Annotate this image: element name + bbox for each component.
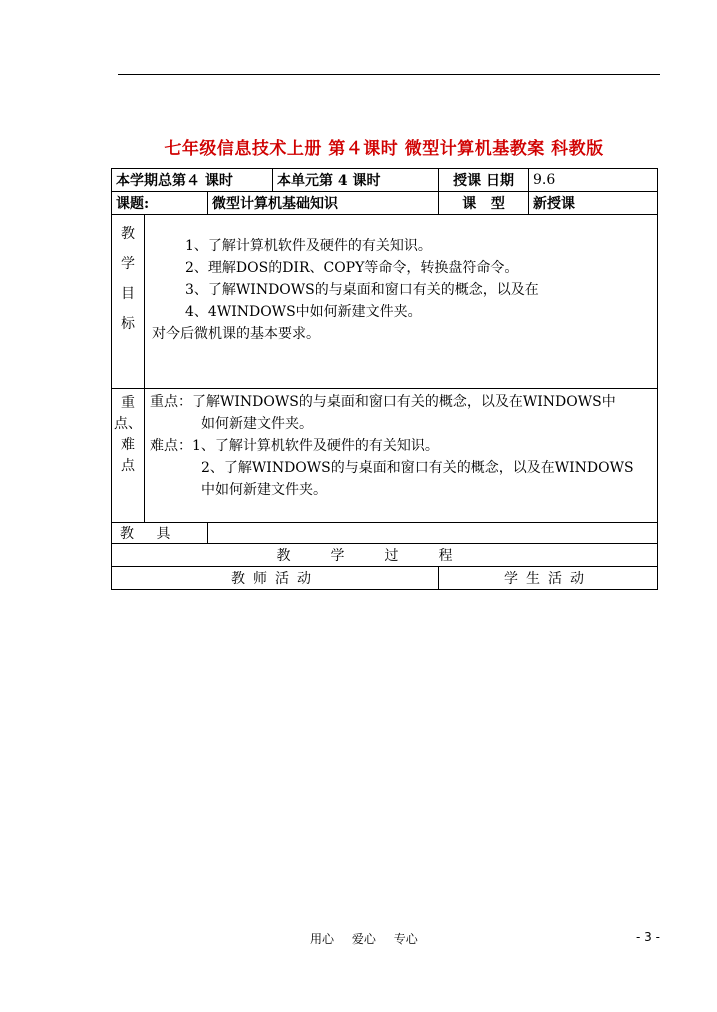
lesson-type-value-cell: 新授课: [529, 192, 658, 215]
objectives-label: [112, 215, 145, 389]
key-point-line: 2、了解WINDOWS的与桌面和窗口有关的概念，以及在WINDOWS: [201, 460, 634, 476]
page-footer: [310, 930, 428, 947]
page-number: - 3 -: [636, 930, 660, 944]
objectives-label-char: 学: [121, 256, 135, 272]
activity-header-row: [112, 567, 658, 590]
header-row: [112, 169, 658, 192]
objectives-label-char: 教: [121, 226, 135, 242]
lesson-plan-table: [111, 168, 658, 590]
topic-label-cell: 课题:: [112, 192, 208, 215]
topic-value-cell: 微型计算机基础知识: [208, 192, 439, 215]
header-rule: [118, 74, 660, 75]
footer-slogan: 用心: [310, 932, 335, 946]
objective-item: 3、了解WINDOWS的与桌面和窗口有关的概念，以及在: [185, 282, 539, 298]
footer-slogan: 爱心: [351, 932, 376, 946]
key-point-line: 如何新建文件夹。: [201, 416, 313, 432]
key-points-label-char: 重: [121, 395, 135, 411]
objective-item: 对今后微机课的基本要求。: [152, 326, 320, 342]
key-points-label-char: 点: [121, 458, 135, 474]
key-point-line: 难点：1、了解计算机软件及硬件的有关知识。: [150, 438, 439, 454]
key-point-line: 中如何新建文件夹。: [201, 482, 327, 498]
student-activity-label: 学生活动: [439, 567, 658, 590]
key-points-label-char: 难: [121, 437, 135, 453]
teaching-process-row: [112, 544, 658, 567]
key-points-label: [112, 389, 145, 523]
objective-item: 4、4WINDOWS中如何新建文件夹。: [185, 304, 422, 320]
term-total-cell: 本学期总第４ 课时: [112, 169, 273, 192]
objectives-label-char: 目: [121, 286, 135, 302]
document-title: 七年级信息技术上册 第４课时 微型计算机基教案 科教版: [164, 139, 604, 159]
date-label-cell: 授课 日期: [439, 169, 529, 192]
key-points-label-char: 点、: [114, 416, 142, 432]
objective-item: 1、了解计算机软件及硬件的有关知识。: [185, 238, 432, 254]
teacher-activity-label: 教师活动: [112, 567, 439, 590]
teaching-tools-value: [208, 523, 658, 544]
footer-slogan: 专心: [393, 932, 418, 946]
objective-item: 2、理解DOS的DIR、COPY等命令，转换盘符命令。: [185, 260, 519, 276]
objectives-label-char: 标: [121, 316, 135, 332]
lesson-type-label-cell: 课 型: [439, 192, 529, 215]
date-value-cell: 9.6: [529, 169, 658, 192]
teaching-tools-row: [112, 523, 658, 544]
key-points-row: [112, 389, 658, 523]
teaching-process-label: 教学过程: [112, 544, 658, 567]
topic-row: [112, 192, 658, 215]
objectives-row: [112, 215, 658, 389]
unit-lesson-cell: 本单元第 4 课时: [273, 169, 439, 192]
teaching-tools-label: 教 具: [112, 523, 208, 544]
key-point-line: 重点：了解WINDOWS的与桌面和窗口有关的概念，以及在WINDOWS中: [150, 394, 616, 410]
objectives-content: [145, 215, 658, 389]
key-points-content: [145, 389, 658, 523]
